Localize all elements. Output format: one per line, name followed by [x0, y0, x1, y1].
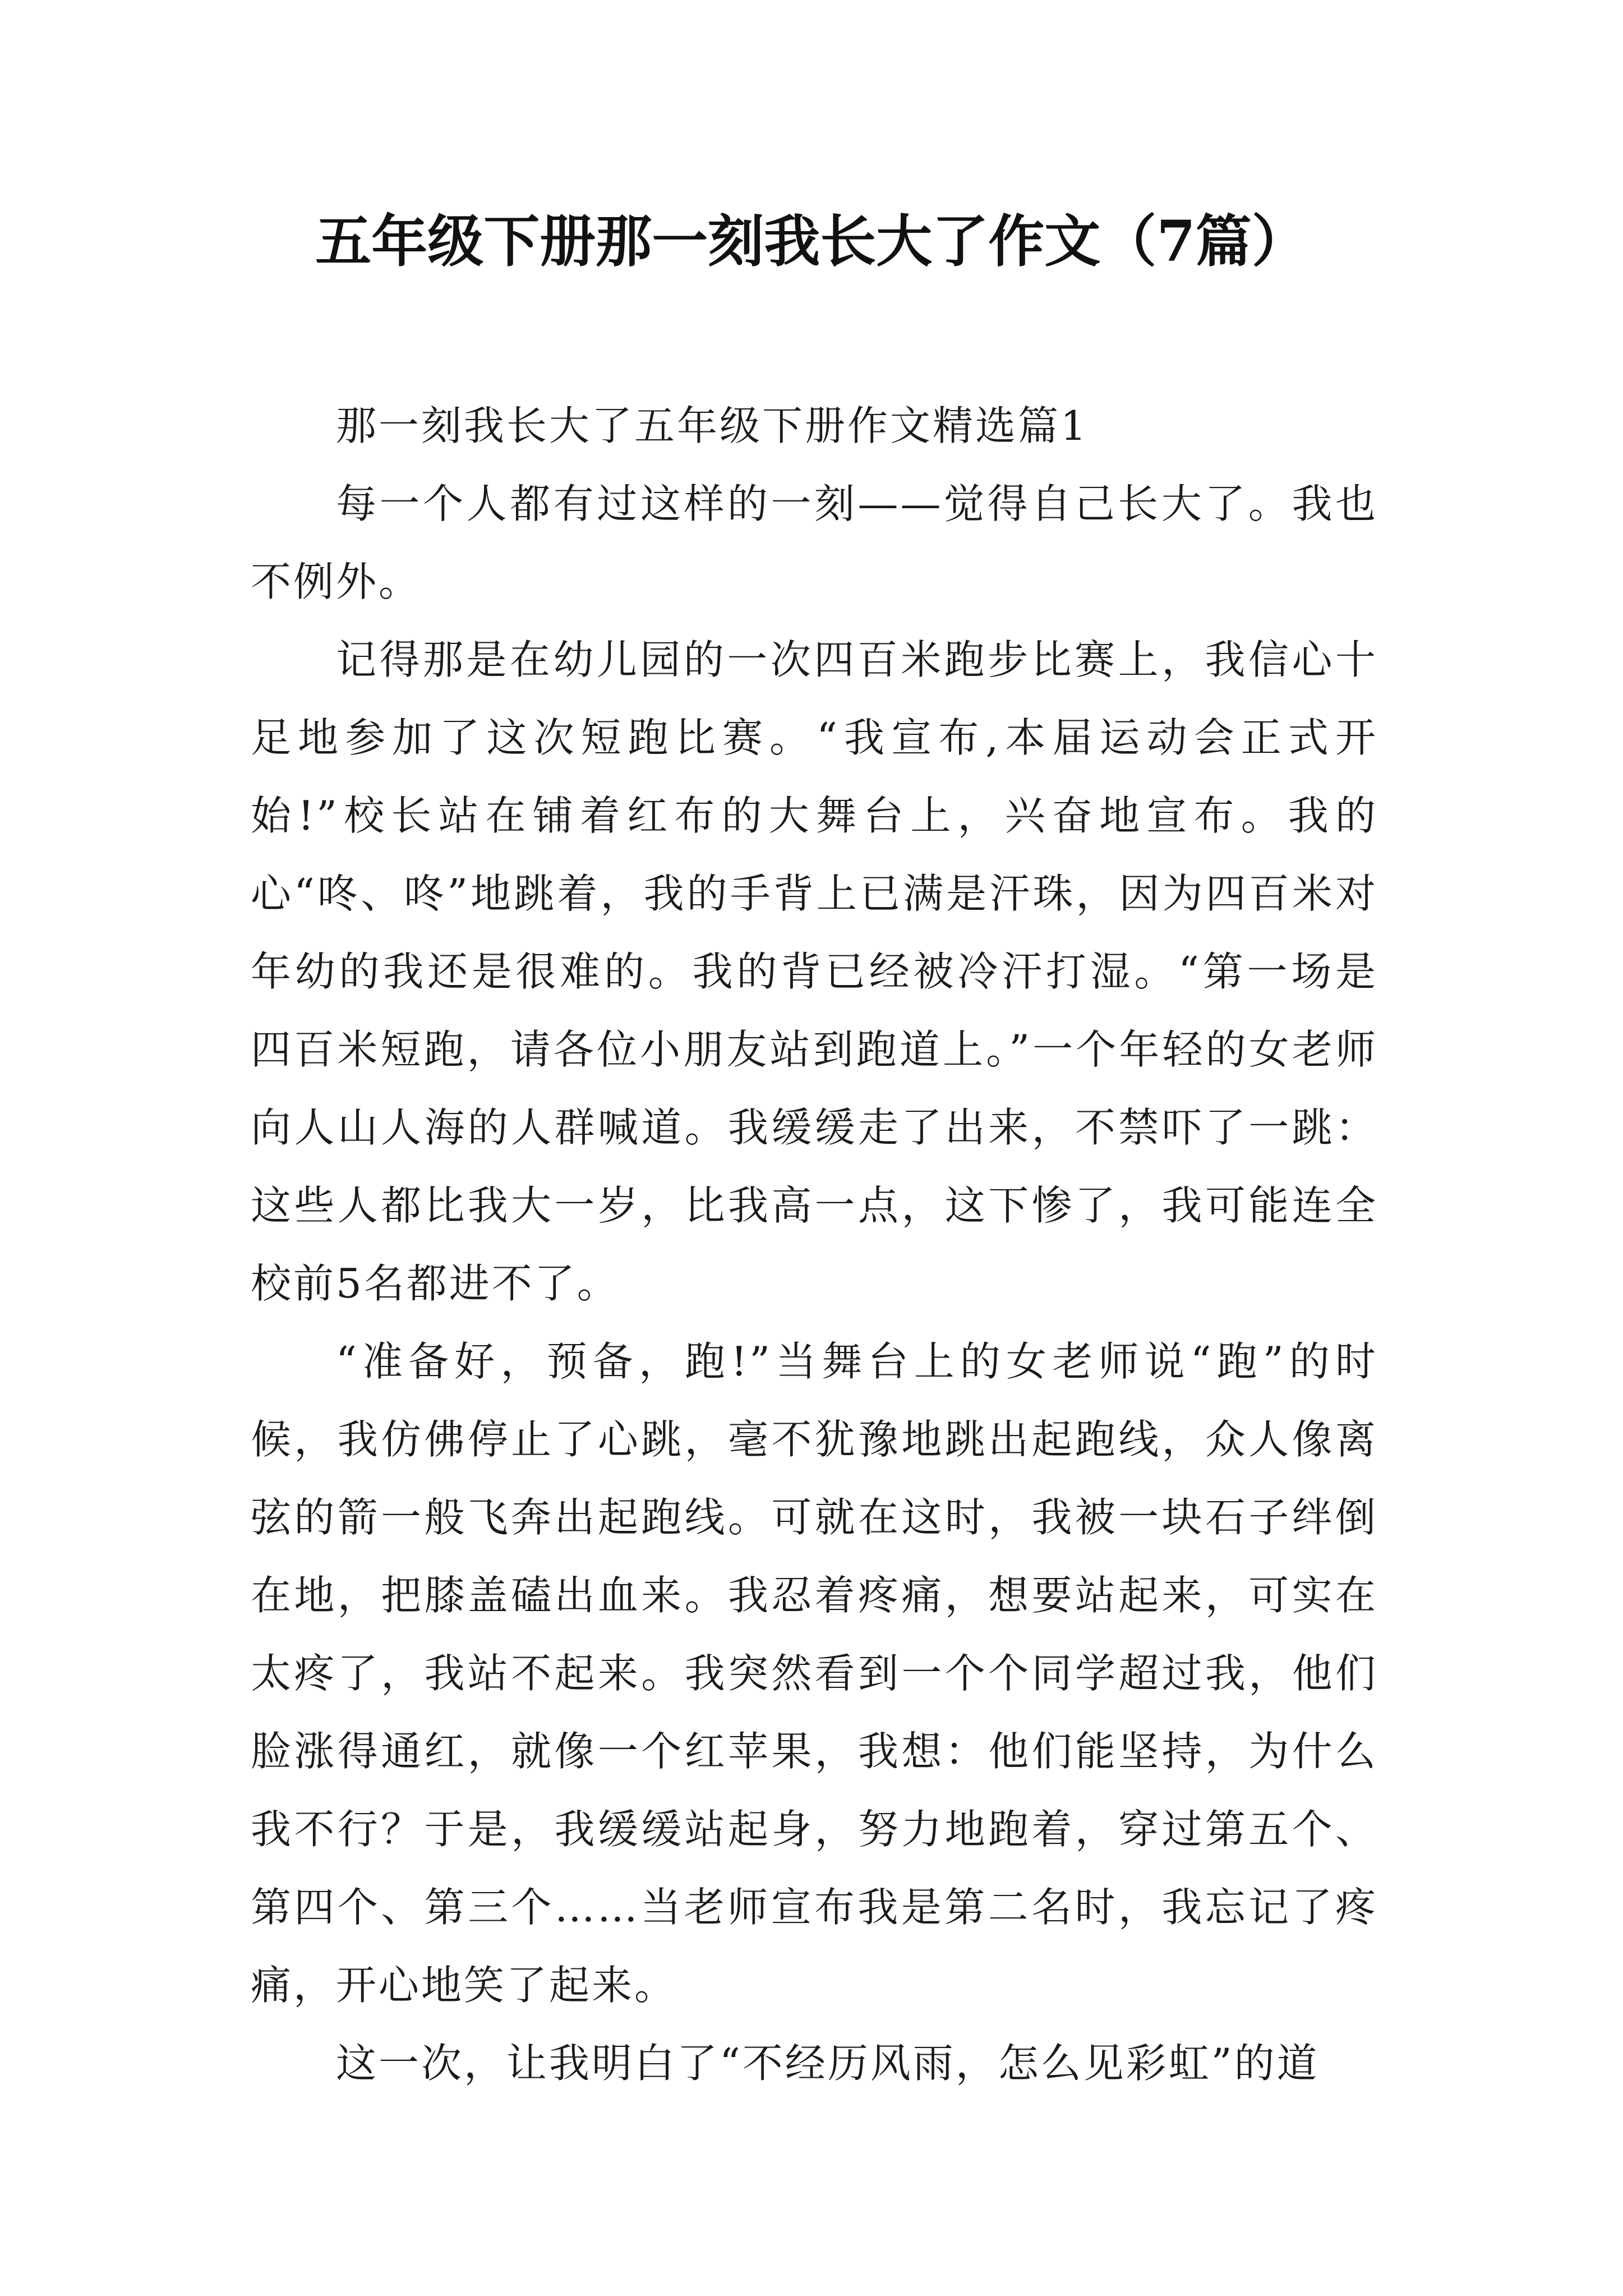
- paragraph-heading-1: 那一刻我长大了五年级下册作文精选篇1: [336, 402, 1089, 449]
- document-body: [251, 387, 1378, 2102]
- paragraph: 每一个人都有过这样的一刻——觉得自己长大了。我也不例外。: [251, 480, 1378, 605]
- paragraph: 这一次，让我明白了“不经历风雨，怎么见彩虹”的道: [336, 2040, 1320, 2087]
- paragraph: 记得那是在幼儿园的一次四百米跑步比赛上，我信心十足地参加了这次短跑比赛。“我宣布,本届运动会正式开始!”校长站在铺着红布的大舞台上，兴奋地宣布。我的心“咚、咚”地跳着，我的手背上已满是汗珠，因为四百米对年幼的我还是很难的。我的背已经被冷汗打湿。“第一场是四百米短跑，请各位小朋友站到跑道上。”一个年轻的女老师向人山人海的人群喊道。我缓缓走了出来，不禁吓了一跳：这些人都比我大一岁，比我高一点，这下惨了，我可能连全校前5名都进不了。: [251, 636, 1378, 1307]
- paragraph: “准备好，预备，跑!”当舞台上的女老师说“跑”的时候，我仿佛停止了心跳，毫不犹豫地跳出起跑线，众人像离弦的箭一般飞奔出起跑线。可就在这时，我被一块石子绊倒在地，把膝盖磕出血来。我忍着疼痛，想要站起来，可实在太疼了，我站不起来。我突然看到一个个同学超过我，他们脸涨得通红，就像一个红苹果，我想：他们能坚持，为什么我不行？于是，我缓缓站起身，努力地跑着，穿过第五个、第四个、第三个……当老师宣布我是第二名时，我忘记了疼痛，开心地笑了起来。: [251, 1338, 1378, 2009]
- document-title: 五年级下册那一刻我长大了作文（7篇）: [315, 208, 1308, 274]
